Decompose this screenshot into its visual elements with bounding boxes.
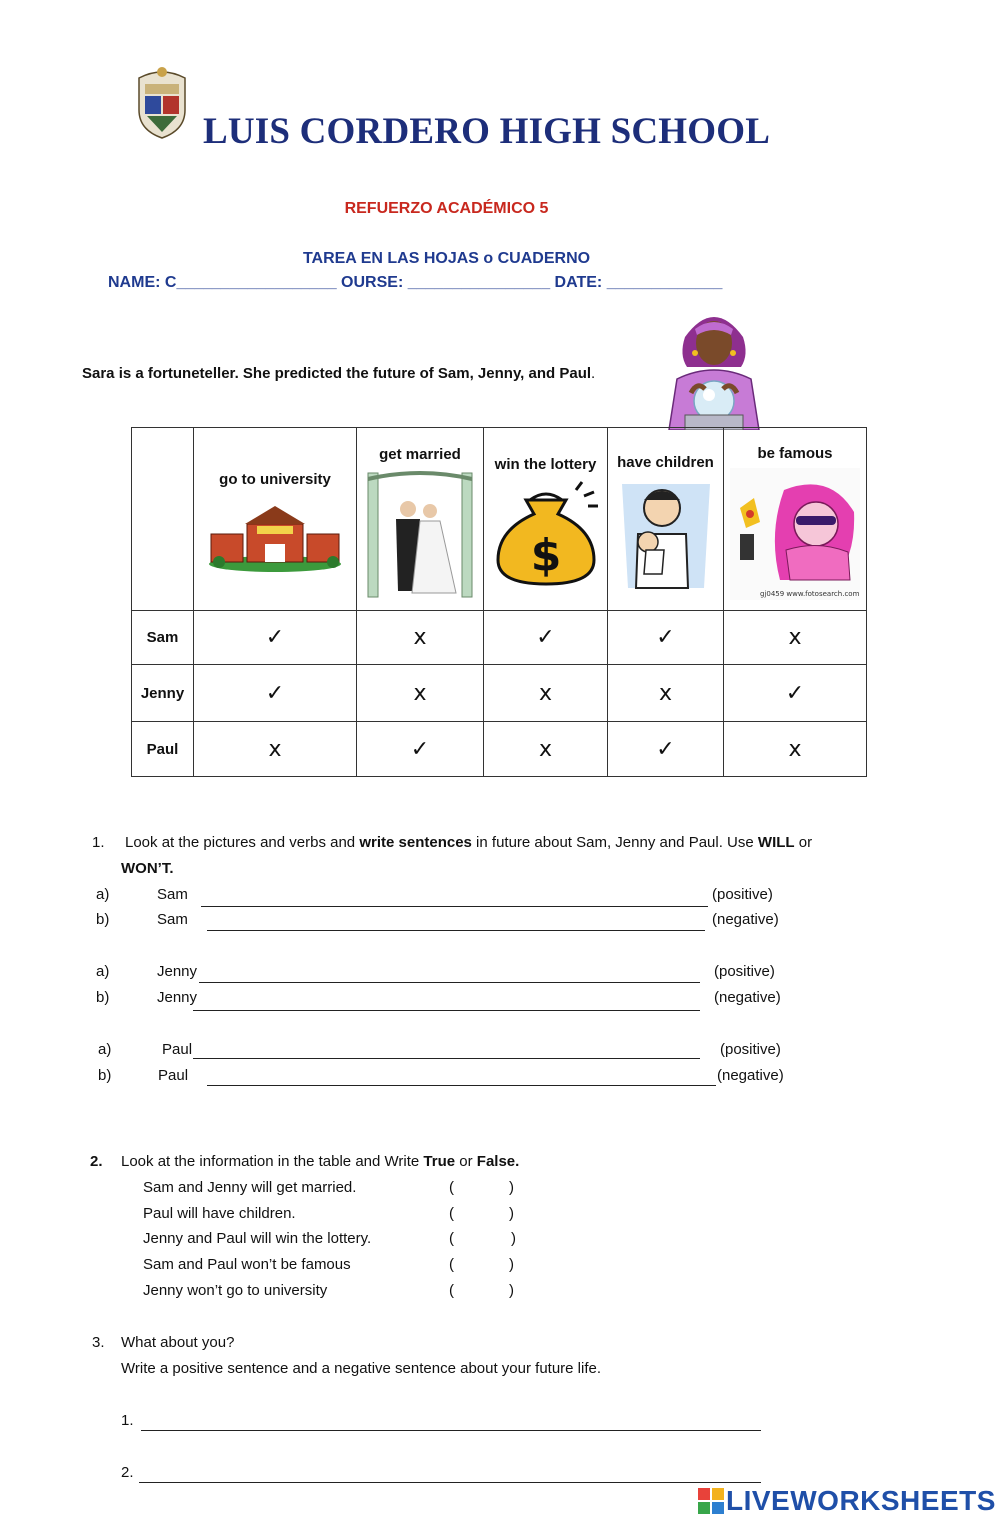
mark-cell: x — [484, 722, 608, 777]
tf-paren-open: ( — [449, 1205, 454, 1222]
mark-cell: ✓ — [357, 722, 484, 777]
mark-cell: x — [484, 665, 608, 722]
column-label: be famous — [757, 444, 833, 462]
answer-name: Sam — [157, 886, 188, 903]
name-course-date-row: NAME: C__________________ OURSE: ________________ DATE: _____________ — [108, 274, 723, 291]
mark-cell: x — [357, 665, 484, 722]
q3-title: What about you? — [121, 1334, 235, 1351]
school-name: LUIS CORDERO HIGH SCHOOL — [203, 111, 771, 152]
q3-instruction: Write a positive sentence and a negative sentence about your future life. — [121, 1360, 602, 1377]
mark-cell: x — [724, 611, 867, 665]
q1-bold: write sentences — [359, 834, 472, 851]
q2-text: or — [455, 1153, 477, 1170]
q3-line-number: 2. — [121, 1464, 134, 1481]
q3-answer-line-1[interactable] — [141, 1430, 761, 1431]
tf-paren-close: ) — [509, 1179, 514, 1196]
tf-statement: Sam and Jenny will get married. — [143, 1179, 357, 1196]
table-header-row — [132, 428, 867, 611]
tf-paren-open: ( — [449, 1179, 454, 1196]
q1-text: in future about Sam, Jenny and Paul. Use — [471, 834, 758, 851]
mark-cell: x — [194, 722, 357, 777]
q1-text: or — [794, 834, 813, 851]
tf-paren-close: ) — [509, 1256, 514, 1273]
row-name: Jenny — [132, 665, 194, 722]
column-label: have children — [617, 454, 714, 471]
q3-line-number: 1. — [121, 1412, 134, 1429]
answer-letter: a) — [98, 1041, 112, 1058]
task-instruction: TAREA EN LAS HOJAS o CUADERNO — [302, 250, 591, 267]
mark-cell: ✓ — [194, 611, 357, 665]
answer-kind: (negative) — [712, 911, 779, 928]
tf-statement: Jenny won’t go to university — [143, 1282, 328, 1299]
q2-bold: False. — [476, 1153, 520, 1170]
tf-answer-box[interactable] — [462, 1255, 506, 1275]
tf-paren-open: ( — [449, 1282, 454, 1299]
q3-number: 3. — [92, 1334, 105, 1351]
answer-name: Jenny — [157, 989, 198, 1006]
answer-line-paul-positive[interactable] — [193, 1058, 700, 1059]
answer-kind: (positive) — [712, 886, 773, 903]
column-label: get married — [379, 445, 461, 463]
column-get-married — [357, 428, 484, 611]
tf-answer-box[interactable] — [462, 1281, 506, 1301]
q1-text: Look at the pictures and verbs and — [125, 834, 360, 851]
mark-cell: x — [608, 665, 724, 722]
answer-line-sam-positive[interactable] — [201, 906, 708, 907]
college-image — [205, 494, 345, 574]
svg-text:$: $ — [530, 530, 561, 581]
answer-kind: (positive) — [720, 1041, 781, 1058]
answer-letter: b) — [96, 911, 110, 928]
answer-letter: b) — [98, 1067, 112, 1084]
liveworksheets-logo-icon — [698, 1488, 724, 1514]
row-name: Paul — [132, 722, 194, 777]
mark-cell: ✓ — [608, 722, 724, 777]
answer-line-paul-negative[interactable] — [207, 1085, 716, 1086]
answer-line-jenny-negative[interactable] — [193, 1010, 700, 1011]
answer-name: Sam — [157, 911, 188, 928]
answer-kind: (positive) — [714, 963, 775, 980]
tf-paren-open: ( — [449, 1256, 454, 1273]
column-label: win the lottery — [494, 456, 597, 473]
answer-letter: a) — [96, 963, 110, 980]
answer-letter: a) — [96, 886, 110, 903]
tf-paren-close: ) — [511, 1230, 516, 1247]
q1-instruction — [125, 834, 812, 851]
intro-text — [82, 365, 595, 382]
mark-cell: ✓ — [608, 611, 724, 665]
mark-cell: ✓ — [194, 665, 357, 722]
row-name: Sam — [132, 611, 194, 665]
answer-kind: (negative) — [714, 989, 781, 1006]
q3-answer-line-2[interactable] — [139, 1482, 761, 1483]
column-have-children — [608, 428, 724, 611]
answer-line-sam-negative[interactable] — [207, 930, 705, 931]
mark-cell: x — [357, 611, 484, 665]
table-row-paul — [132, 722, 867, 777]
answer-line-jenny-positive[interactable] — [199, 982, 700, 983]
worksheet-subtitle: REFUERZO ACADÉMICO 5 — [344, 200, 549, 217]
tf-paren-close: ) — [509, 1205, 514, 1222]
tf-statement: Sam and Paul won’t be famous — [143, 1256, 351, 1273]
prediction-table — [131, 427, 867, 777]
column-be-famous — [724, 428, 867, 611]
q2-instruction — [121, 1153, 519, 1170]
q1-number: 1. — [92, 834, 105, 851]
table-corner-cell — [132, 428, 194, 611]
mark-cell: ✓ — [724, 665, 867, 722]
tf-paren-close: ) — [509, 1282, 514, 1299]
school-crest-logo — [133, 64, 191, 140]
intro-sentence: Sara is a fortuneteller. She predicted the future of Sam, Jenny, and Paul — [82, 365, 592, 382]
column-label: go to university — [219, 470, 331, 488]
tf-statement: Paul will have children. — [143, 1205, 296, 1222]
famous-woman-image — [730, 468, 860, 600]
answer-letter: b) — [96, 989, 110, 1006]
tf-paren-open: ( — [449, 1230, 454, 1247]
intro-period: . — [591, 365, 596, 382]
mark-cell: x — [724, 722, 867, 777]
tf-answer-box[interactable] — [462, 1178, 506, 1198]
answer-name: Paul — [162, 1041, 193, 1058]
mark-cell: ✓ — [484, 611, 608, 665]
q1-bold: WILL — [757, 834, 795, 851]
q1-instruction-cont: WON’T. — [121, 860, 174, 877]
answer-kind: (negative) — [717, 1067, 784, 1084]
liveworksheets-brand: LIVEWORKSHEETS — [726, 1485, 996, 1516]
image-caption: gj0459 www.fotosearch.com — [760, 589, 860, 598]
q2-text: Look at the information in the table and Write — [121, 1153, 424, 1170]
tf-answer-box[interactable] — [462, 1204, 506, 1224]
table-row-sam — [132, 611, 867, 665]
q2-bold: True — [423, 1153, 456, 1170]
fortuneteller-illustration — [655, 297, 773, 430]
money-bag-image — [490, 480, 602, 588]
answer-name: Jenny — [157, 963, 198, 980]
tf-answer-box[interactable] — [462, 1229, 508, 1249]
column-win-the-lottery — [484, 428, 608, 611]
father-baby-image — [616, 478, 716, 590]
tf-statement: Jenny and Paul will win the lottery. — [143, 1230, 372, 1247]
wedding-image — [364, 469, 476, 599]
table-row-jenny — [132, 665, 867, 722]
answer-name: Paul — [158, 1067, 189, 1084]
column-go-to-university — [194, 428, 357, 611]
q2-number: 2. — [90, 1153, 103, 1170]
